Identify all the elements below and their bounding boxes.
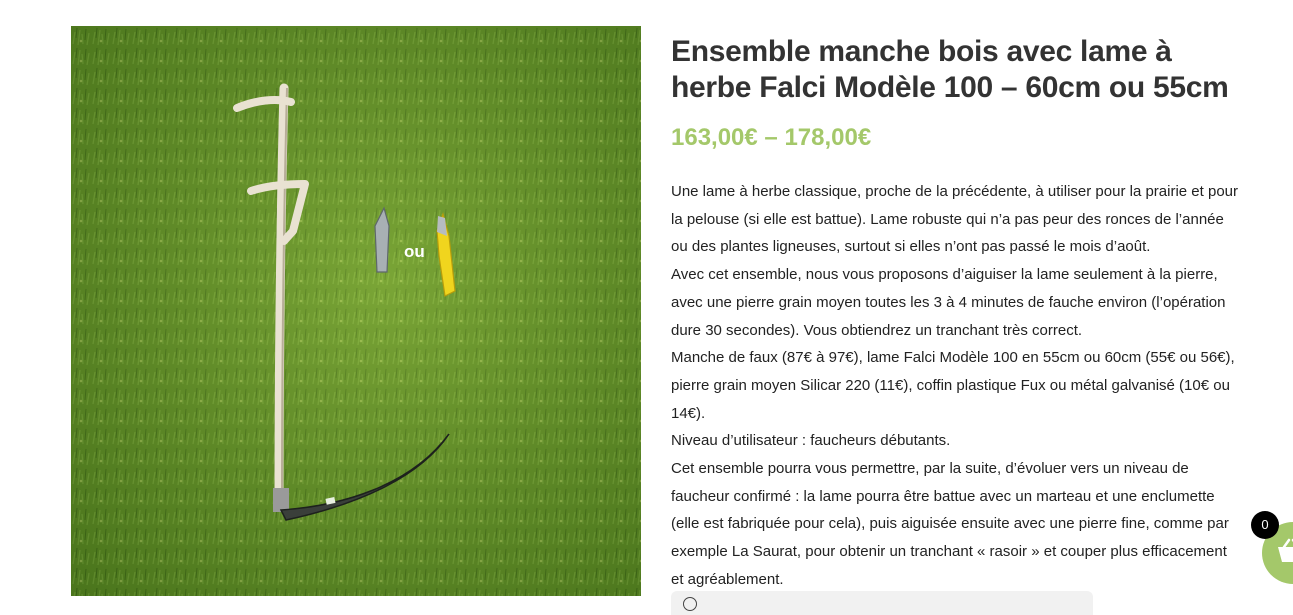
product-title: Ensemble manche bois avec lame à herbe Falci Modèle 100 – 60cm ou 55cm: [671, 35, 1229, 104]
basket-icon: [1276, 538, 1293, 564]
description-paragraph: Cet ensemble pourra vous permettre, par la suite, d’évoluer vers un niveau de faucheur confirmé : la lame pourra être battue avec un marteau et une enclumette (elle est fabriquée pour cela), puis aiguisée ensuite avec une pierre fine, comme par exemple La Saurat, pour obtenir un tranchant « rasoir » et couper plus efficacement et agréablement.: [671, 460, 1229, 588]
description-paragraph: Avec cet ensemble, nous vous proposons d’aiguiser la lame seulement à la pierre, avec une pierre grain moyen toutes les 3 à 4 minutes de fauche environ (l’opération dure 30 secondes). Vous obtiendrez un tranchant très correct.: [671, 266, 1226, 339]
product-image[interactable]: [71, 26, 641, 596]
description-paragraph: Manche de faux (87€ à 97€), lame Falci Modèle 100 en 55cm ou 60cm (55€ ou 56€), pierre grain moyen Silicar 220 (11€), coffin plastique Fux ou métal galvanisé (10€ ou 14€).: [671, 349, 1235, 422]
product-price: 163,00€ – 178,00€: [671, 124, 872, 151]
description-paragraph: Niveau d’utilisateur : faucheurs débutants.: [671, 432, 951, 450]
image-overlay-text: ou: [404, 242, 425, 261]
variation-select[interactable]: [671, 591, 1093, 615]
info-icon: [683, 597, 697, 611]
description-paragraph: Une lame à herbe classique, proche de la précédente, à utiliser pour la prairie et pour la pelouse (si elle est battue). Lame robuste qui n’a pas peur des ronces de l’année ou des plantes ligneuses, surtout si elles n’ont pas passé le mois d’août.: [671, 183, 1238, 256]
product-summary: [671, 34, 1243, 594]
cart-count-badge: 0: [1251, 511, 1279, 539]
product-description: [671, 178, 1243, 594]
